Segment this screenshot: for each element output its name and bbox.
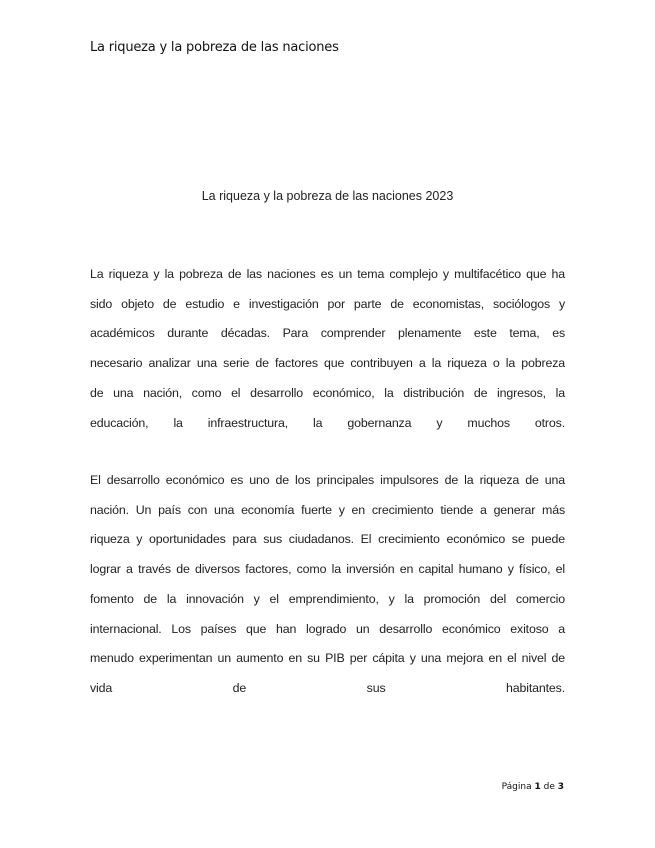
- paragraph-line: sido objeto de estudio e investigación por parte de economistas, sociólogos y: [90, 296, 565, 311]
- document-title: La riqueza y la pobreza de las naciones 2023: [201, 189, 454, 203]
- paragraph-line: El desarrollo económico es uno de los principales impulsores de la riqueza de una: [90, 473, 565, 487]
- paragraph-line: La riqueza y la pobreza de las naciones es un tema complejo y multifacético que ha: [90, 267, 565, 281]
- paragraph-line: de una nación, como el desarrollo económico, la distribución de ingresos, la: [90, 385, 565, 400]
- current-page-number: 1: [534, 782, 541, 792]
- total-pages-number: 3: [557, 782, 564, 792]
- page-number-footer: [502, 782, 564, 792]
- paragraph-2: [90, 466, 565, 704]
- paragraph-1: [90, 260, 565, 438]
- page-label: Página: [501, 782, 532, 792]
- paragraph-line: nación. Un país con una economía fuerte y en crecimiento tiende a generar más: [90, 502, 565, 517]
- paragraph-line: menudo experimentan un aumento en su PIB per cápita y una mejora en el nivel de: [90, 651, 565, 666]
- paragraph-line: lograr a través de diversos factores, como la inversión en capital humano y físico, el: [90, 562, 565, 577]
- paragraph-line: necesario analizar una serie de factores que contribuyen a la riqueza o la pobreza: [90, 356, 565, 371]
- paragraph-line: educación, la infraestructura, la gobernanza y muchos otros.: [90, 415, 565, 430]
- running-header: La riqueza y la pobreza de las naciones: [90, 40, 339, 55]
- paragraph-line: riqueza y oportunidades para sus ciudadanos. El crecimiento económico se puede: [90, 532, 565, 547]
- of-label: de: [543, 782, 555, 792]
- paragraph-line: fomento de la innovación y el emprendimiento, y la promoción del comercio: [90, 591, 565, 606]
- paragraph-line: académicos durante décadas. Para comprender plenamente este tema, es: [90, 326, 565, 341]
- paragraph-line: vida de sus habitantes.: [90, 680, 565, 695]
- paragraph-line: internacional. Los países que han logrado un desarrollo económico exitoso a: [90, 621, 565, 636]
